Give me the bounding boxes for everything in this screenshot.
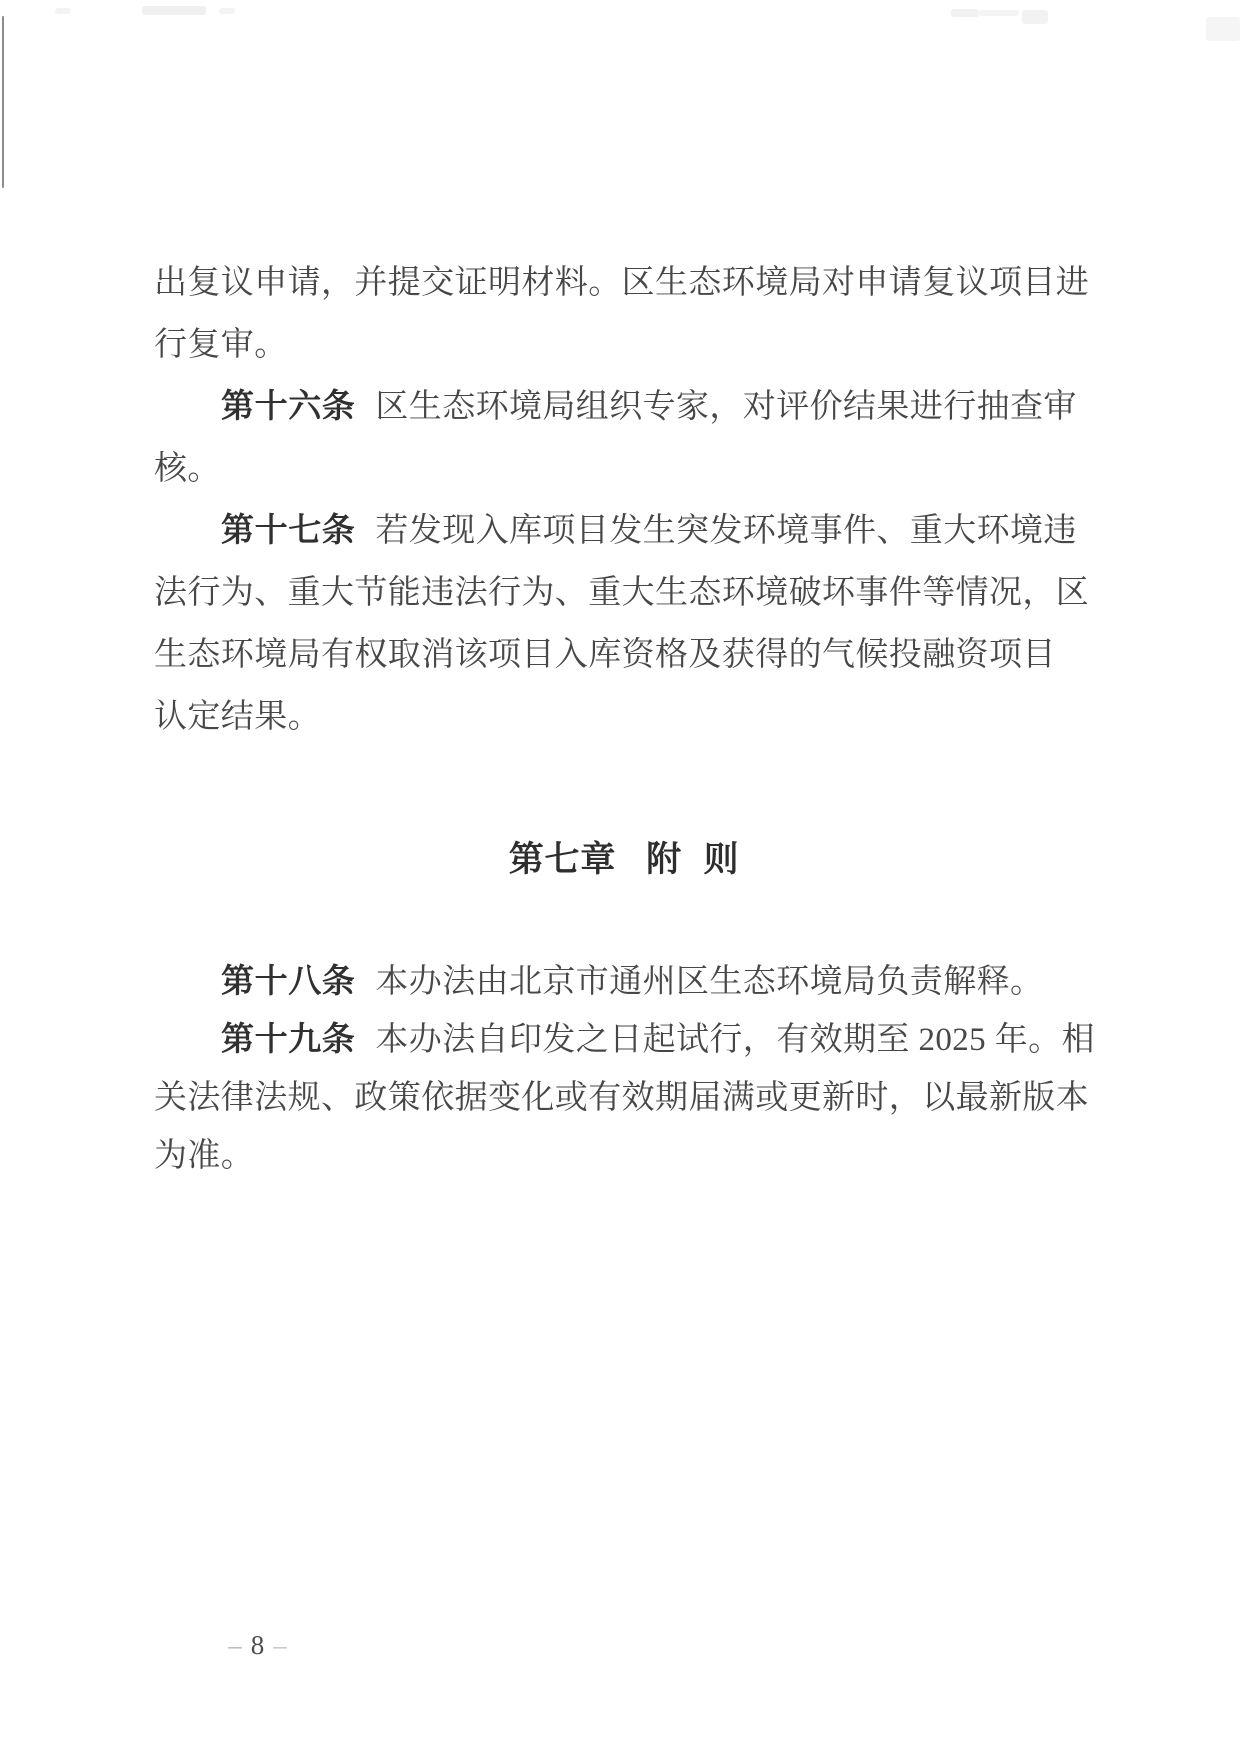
- scan-edge-line: [2, 16, 4, 188]
- line-text: 生态环境局有权取消该项目入库资格及获得的气候投融资项目: [154, 637, 1056, 673]
- article-number: 第十九条: [221, 1022, 356, 1058]
- scan-smudge: [219, 8, 235, 14]
- line-text: 区生态环境局组织专家，对评价结果进行抽查审: [375, 389, 1077, 425]
- text-line: [154, 1127, 1094, 1185]
- line-text: 认定结果。: [154, 699, 321, 735]
- scan-smudge: [55, 8, 71, 14]
- text-line: [154, 562, 1094, 624]
- line-text: 法行为、重大节能违法行为、重大生态环境破坏事件等情况，区: [154, 575, 1090, 611]
- text-line-article-16: [154, 376, 1094, 438]
- chapter-heading: [154, 840, 1094, 880]
- line-text: 为准。: [154, 1138, 255, 1174]
- scan-smudge: [1022, 10, 1048, 24]
- text-line: [154, 252, 1094, 314]
- footer-dash-left: –: [228, 1630, 242, 1660]
- chapter-title: 附 则: [646, 840, 740, 879]
- line-text: 出复议申请，并提交证明材料。区生态环境局对申请复议项目进: [154, 265, 1090, 301]
- scan-smudge: [142, 6, 206, 15]
- line-text: 本办法由北京市通州区生态环境局负责解释。: [375, 964, 1044, 1000]
- page-number-footer: [190, 1629, 325, 1661]
- article-number: 第十六条: [221, 389, 356, 425]
- page-number: 8: [250, 1630, 265, 1660]
- text-line-article-19: [154, 1011, 1094, 1069]
- body-text-upper: [154, 252, 1094, 748]
- line-text: 若发现入库项目发生突发环境事件、重大环境违: [375, 513, 1077, 549]
- text-line: [154, 686, 1094, 748]
- text-line: [154, 1069, 1094, 1127]
- body-text-closing: [154, 953, 1094, 1185]
- text-line-article-17: [154, 500, 1094, 562]
- scan-smudge: [951, 9, 979, 17]
- line-text: 行复审。: [154, 327, 288, 363]
- chapter-number: 第七章: [508, 840, 617, 879]
- text-line: [154, 438, 1094, 500]
- scan-smudge: [1206, 17, 1240, 41]
- footer-dash-right: –: [273, 1630, 287, 1660]
- article-number: 第十八条: [221, 964, 356, 1000]
- text-line: [154, 314, 1094, 376]
- article-number: 第十七条: [221, 513, 356, 549]
- line-text: 本办法自印发之日起试行，有效期至 2025 年。相: [375, 1022, 1095, 1058]
- line-text: 核。: [154, 451, 221, 487]
- line-text: 关法律法规、政策依据变化或有效期届满或更新时，以最新版本: [154, 1080, 1090, 1116]
- text-line-article-18: [154, 953, 1094, 1011]
- text-line: [154, 624, 1094, 686]
- scan-smudge: [979, 10, 1019, 16]
